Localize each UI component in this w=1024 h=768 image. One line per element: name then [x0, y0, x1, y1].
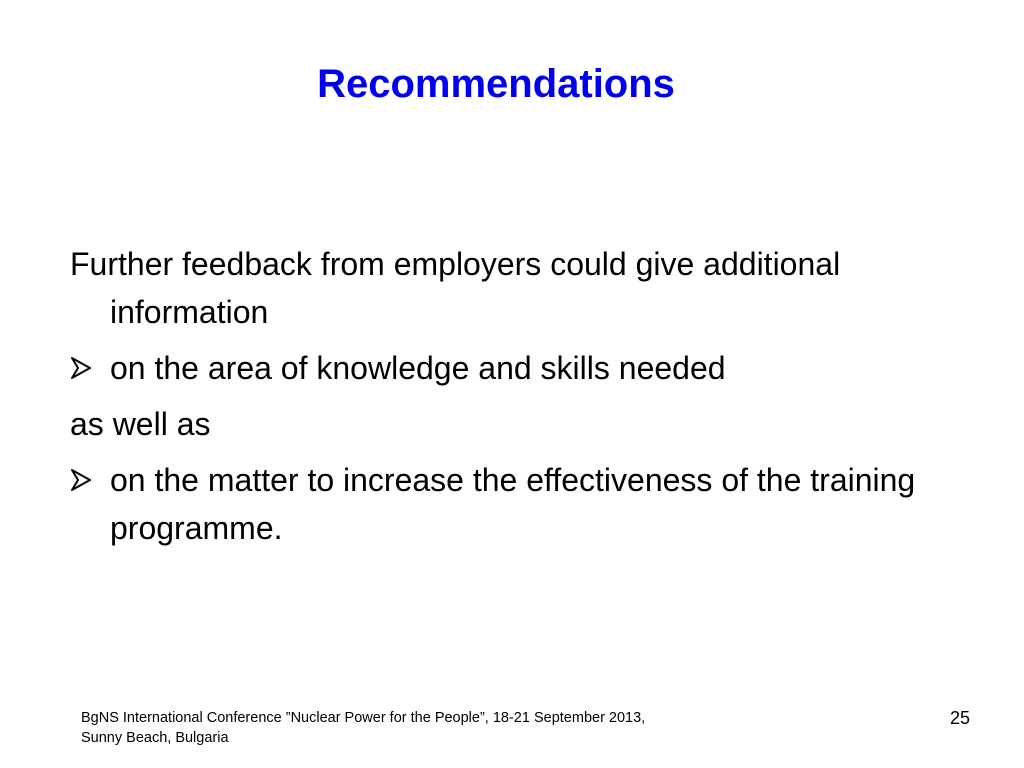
arrow-bullet-icon — [70, 344, 110, 392]
intro-paragraph: Further feedback from employers could give additional information — [70, 246, 841, 330]
footer-line-2: Sunny Beach, Bulgaria — [81, 730, 229, 746]
slide-title: Recommendations — [317, 62, 675, 106]
footer-line-1: BgNS International Conference ”Nuclear Power for the People”, 18-21 September 2013, — [81, 710, 646, 726]
arrow-bullet-icon — [70, 456, 110, 504]
footer — [81, 708, 645, 748]
bullet-item-1 — [70, 344, 990, 392]
page-number: 25 — [949, 708, 970, 728]
bullet-item-2 — [70, 456, 990, 552]
connector-text: as well as — [70, 406, 211, 442]
bullet-text-1: on the area of knowledge and skills needed — [110, 350, 726, 386]
bullet-text-2: on the matter to increase the effectiveness of the training programme. — [110, 462, 916, 546]
slide-body — [70, 240, 990, 552]
